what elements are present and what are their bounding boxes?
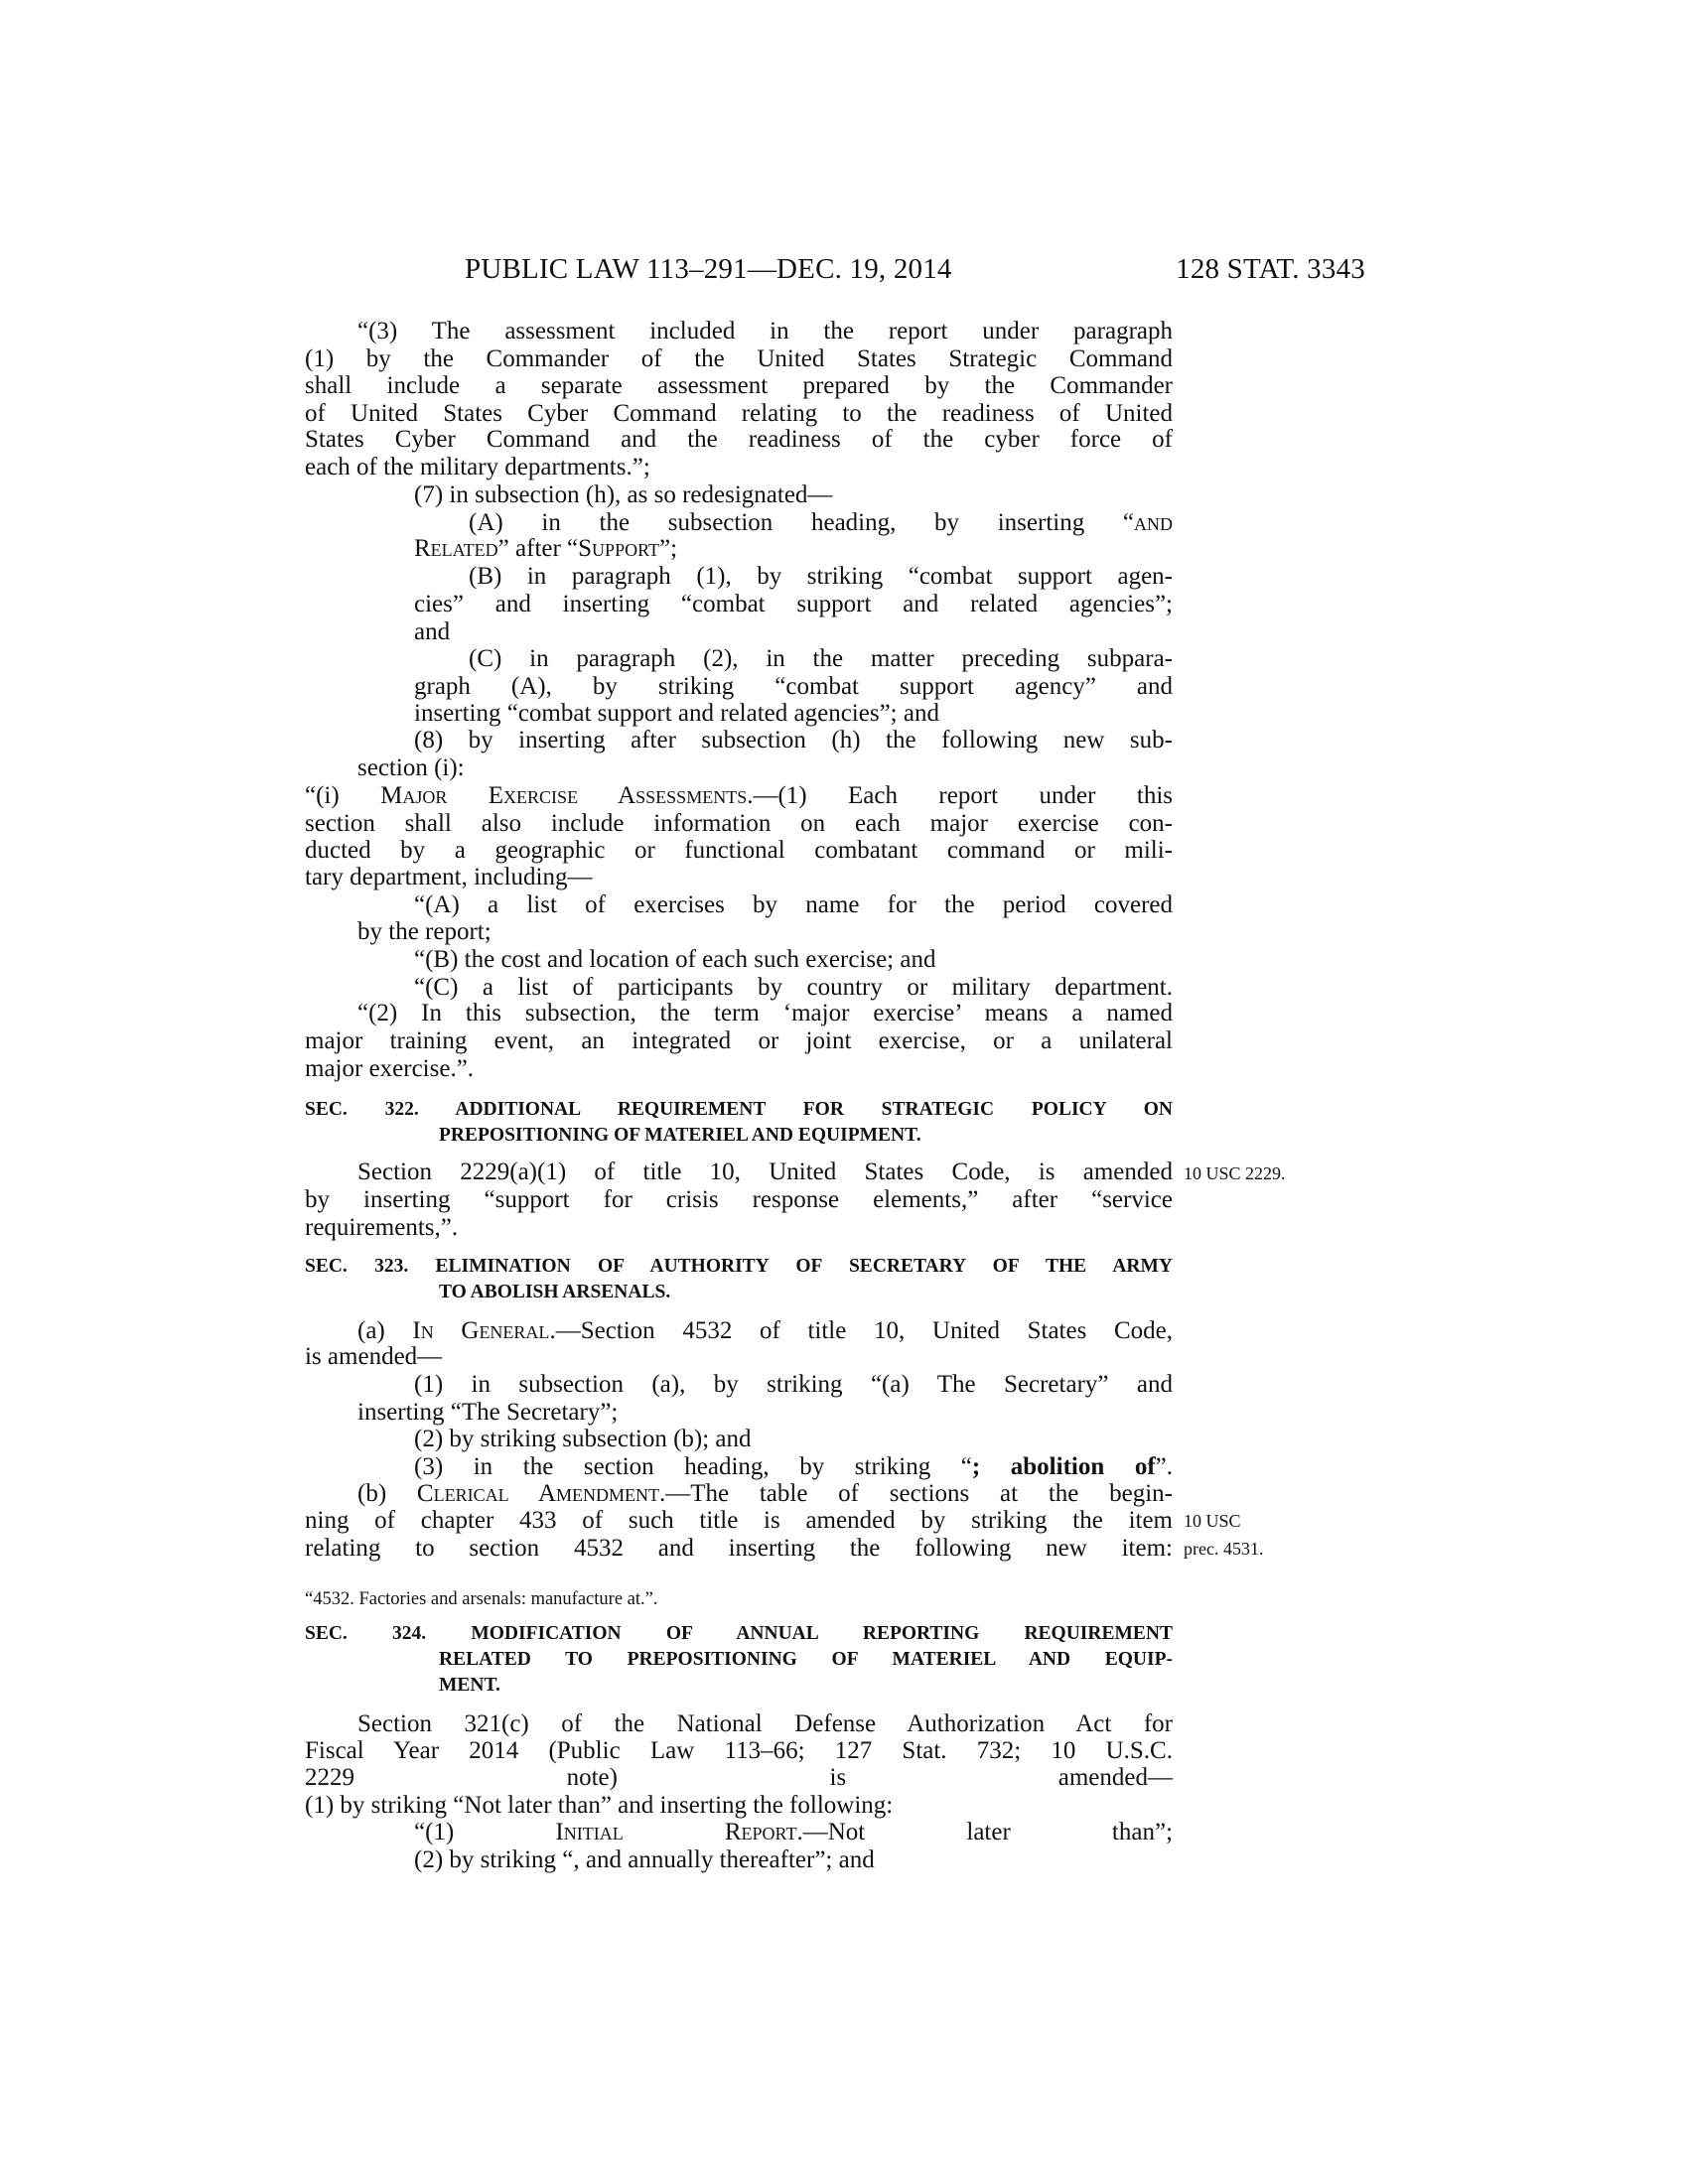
text-line: of United States Cyber Command relating to the readiness of United xyxy=(305,400,1173,427)
page-number: 128 STAT. 3343 xyxy=(1176,253,1365,285)
text-line: requirements,”. xyxy=(305,1214,459,1241)
text-line xyxy=(414,1819,1173,1846)
text-line xyxy=(305,782,1173,810)
text-line: shall include a separate assessment prepared by the Commander xyxy=(305,372,1173,399)
text-line: by inserting “support for crisis response elements,” after “service xyxy=(305,1186,1173,1213)
margin-note-usc-prec-line2: prec. 4531. xyxy=(1184,1539,1264,1559)
text-line: (8) by inserting after subsection (h) the following new sub- xyxy=(414,727,1173,753)
text-line: Fiscal Year 2014 (Public Law 113–66; 127 Stat. 732; 10 U.S.C. xyxy=(305,1737,1173,1764)
text-line: is amended— xyxy=(305,1343,443,1370)
text-line xyxy=(469,509,1173,537)
text-line: major training event, an integrated or joint exercise, or a unilateral xyxy=(305,1027,1173,1054)
text-line: by the report; xyxy=(357,918,492,945)
text-line: “4532. Factories and arsenals: manufacture at.”. xyxy=(305,1589,658,1609)
small-caps-text: Related xyxy=(414,535,498,562)
text-segment: .—Section 4532 of title 10, United States Code, xyxy=(549,1317,1173,1344)
text-segment: “(1) xyxy=(414,1819,556,1845)
small-caps-text: and xyxy=(1134,509,1173,536)
text-line xyxy=(357,1317,1173,1345)
text-segment: ” after “ xyxy=(497,535,579,562)
text-line: “(B) the cost and location of each such exercise; and xyxy=(414,946,936,973)
text-line: graph (A), by striking “combat support agency” and xyxy=(414,673,1173,700)
text-line xyxy=(414,1453,1173,1481)
text-line: ducted by a geographic or functional combatant command or mili- xyxy=(305,837,1173,864)
section-heading-line: SEC. 323. ELIMINATION OF AUTHORITY OF SECRETARY OF THE ARMY xyxy=(305,1256,1173,1277)
text-line: States Cyber Command and the readiness of the cyber force of xyxy=(305,426,1173,453)
section-heading-line: SEC. 322. ADDITIONAL REQUIREMENT FOR STRATEGIC POLICY ON xyxy=(305,1099,1173,1120)
text-line: section (i): xyxy=(357,754,465,781)
text-segment: (a) xyxy=(357,1317,413,1344)
small-caps-text: Clerical Amendment xyxy=(416,1480,659,1507)
text-line: 2229 note) is amended— xyxy=(305,1764,1173,1791)
text-line: “(C) a list of participants by country or military department. xyxy=(414,974,1173,1001)
text-segment: “(i) xyxy=(305,782,381,809)
text-segment: .—The table of sections at the begin- xyxy=(658,1480,1173,1507)
section-heading-line: SEC. 324. MODIFICATION OF ANNUAL REPORTING REQUIREMENT xyxy=(305,1623,1173,1644)
text-line: (2) by striking “, and annually thereafter”; and xyxy=(414,1846,875,1873)
text-line: (B) in paragraph (1), by striking “combat support agen- xyxy=(469,563,1173,590)
text-line: “(3) The assessment included in the report under paragraph xyxy=(357,318,1173,344)
text-line: Section 321(c) of the National Defense Authorization Act for xyxy=(357,1710,1173,1737)
text-line: section shall also include information on each major exercise con- xyxy=(305,810,1173,837)
bold-text: ; abolition of xyxy=(971,1453,1156,1480)
text-line: “(A) a list of exercises by name for the period covered xyxy=(414,891,1173,918)
margin-note-usc-prec: 10 USC xyxy=(1184,1511,1241,1531)
text-line: major exercise.”. xyxy=(305,1055,475,1082)
text-line: (2) by striking subsection (b); and xyxy=(414,1426,752,1452)
running-header-title: PUBLIC LAW 113–291—DEC. 19, 2014 xyxy=(465,253,952,285)
text-segment: .—(1) Each report under this xyxy=(747,782,1173,809)
text-line: and xyxy=(414,618,451,645)
section-heading-line: TO ABOLISH ARSENALS. xyxy=(439,1282,671,1302)
text-line: (C) in paragraph (2), in the matter preceding subpara- xyxy=(469,645,1173,672)
text-line: “(2) In this subsection, the term ‘major exercise’ means a named xyxy=(357,1000,1173,1026)
text-segment: .—Not later than”; xyxy=(796,1819,1174,1845)
text-line: ning of chapter 433 of such title is amended by striking the item xyxy=(305,1507,1173,1534)
text-segment: ”; xyxy=(659,535,678,562)
text-line: (1) in subsection (a), by striking “(a) The Secretary” and xyxy=(414,1371,1173,1398)
text-line: tary department, including— xyxy=(305,864,593,890)
small-caps-text: Initial Report xyxy=(555,1819,797,1845)
margin-note-usc-2229: 10 USC 2229. xyxy=(1184,1163,1286,1183)
small-caps-text: Support xyxy=(578,535,659,562)
text-line: (1) by striking “Not later than” and inserting the following: xyxy=(305,1792,894,1819)
text-line xyxy=(414,535,677,563)
text-line: (1) by the Commander of the United States Strategic Command xyxy=(305,345,1173,372)
text-line: each of the military departments.”; xyxy=(305,454,650,480)
text-line: Section 2229(a)(1) of title 10, United States Code, is amended xyxy=(357,1159,1173,1185)
small-caps-text: In General xyxy=(412,1317,550,1344)
section-heading-line: MENT. xyxy=(439,1675,500,1696)
text-segment: (A) in the subsection heading, by inserting “ xyxy=(469,509,1134,536)
text-line: relating to section 4532 and inserting the following new item: xyxy=(305,1535,1173,1562)
text-segment: ”. xyxy=(1155,1453,1174,1480)
section-heading-line: PREPOSITIONING OF MATERIEL AND EQUIPMENT. xyxy=(439,1125,921,1146)
text-line: (7) in subsection (h), as so redesignated— xyxy=(414,481,833,508)
text-line xyxy=(357,1480,1173,1508)
section-heading-line: RELATED TO PREPOSITIONING OF MATERIEL AND EQUIP- xyxy=(439,1649,1173,1670)
text-segment: (3) in the section heading, by striking “ xyxy=(414,1453,972,1480)
text-line: cies” and inserting “combat support and related agencies”; xyxy=(414,591,1173,617)
text-line: inserting “combat support and related agencies”; and xyxy=(414,700,939,727)
small-caps-text: Major Exercise Assessments xyxy=(380,782,748,809)
text-segment: (b) xyxy=(357,1480,417,1507)
text-line: inserting “The Secretary”; xyxy=(357,1399,619,1426)
